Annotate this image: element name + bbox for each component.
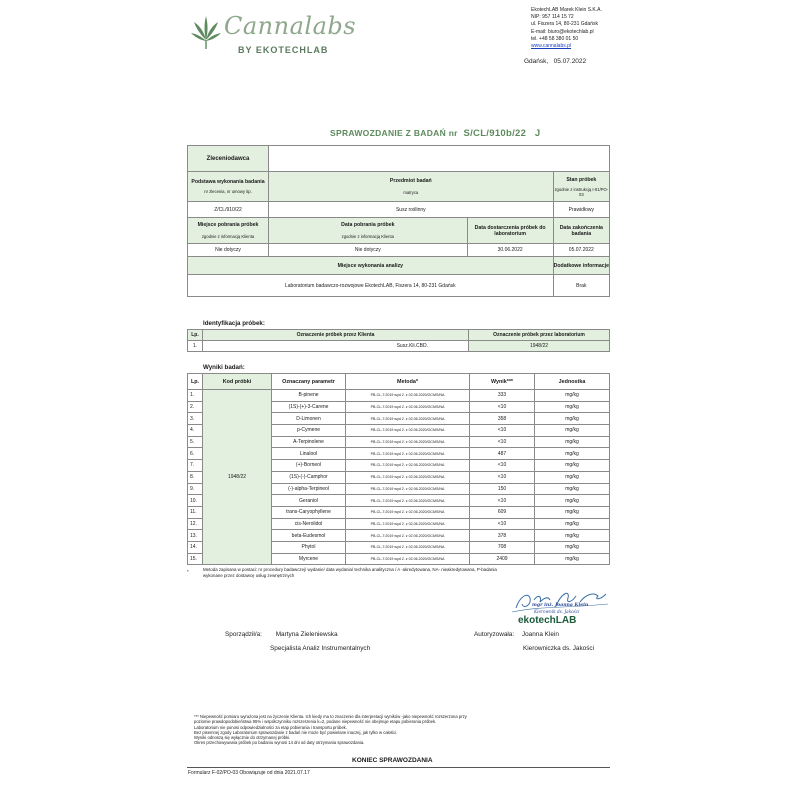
res-param: (-)-alpha-Terpineol	[272, 483, 346, 495]
res-method: PB-CL-7:2019 wyd 2. z 02.06.2020/GCMS/NA	[346, 518, 470, 530]
res-result: <10	[470, 401, 535, 413]
footer-notes	[194, 714, 594, 746]
stamp-title: Kierownik ds. Jakości	[534, 609, 580, 614]
res-lp: 6.	[188, 448, 203, 460]
info-table	[187, 145, 610, 297]
res-lp: 5.	[188, 436, 203, 448]
report-number: S/CL/910b/22	[463, 128, 527, 139]
authorized-role: Kierowniczka ds. Jakości	[523, 645, 595, 652]
res-result: <10	[470, 425, 535, 437]
id-lab: 1948/22	[469, 341, 610, 352]
res-param: (+)-Borneol	[272, 460, 346, 472]
id-client: Susz.Kli.CBD.	[203, 341, 469, 352]
analysis-place-value: Laboratorium badawczo-rozwojowe EkotechLAB, Fiszera 14, 80-231 Gdańsk	[188, 275, 554, 297]
res-lp: 4.	[188, 425, 203, 437]
res-lp: 15.	[188, 553, 203, 565]
website-link[interactable]: www.cannalabs.pl	[531, 43, 572, 50]
res-param: trans-Caryophyllene	[272, 506, 346, 518]
res-unit: mg/kg	[535, 471, 610, 483]
res-param: Phytol	[272, 541, 346, 553]
res-lp: 8.	[188, 471, 203, 483]
res-method: PB-CL-7:2019 wyd 2. z 02.06.2020/GCMS/NA	[346, 448, 470, 460]
cannabis-leaf-icon	[190, 14, 222, 50]
company-info	[531, 7, 681, 50]
res-unit: mg/kg	[535, 518, 610, 530]
delivery-date-value: 30.06.2022	[467, 244, 553, 257]
form-code: Formularz F-02/PO-03 Obowiązuje od dnia 2021.07.17	[188, 770, 310, 776]
res-unit: mg/kg	[535, 401, 610, 413]
logo-subtitle: BY EKOTECHLAB	[238, 45, 329, 55]
stamp-name: mgr inż. Joanna Klein	[532, 603, 589, 608]
report-title	[330, 128, 540, 139]
res-method: PB-CL-7:2019 wyd 2. z 02.06.2020/GCMS/NA	[346, 541, 470, 553]
res-unit: mg/kg	[535, 506, 610, 518]
res-lp: 2.	[188, 401, 203, 413]
end-of-report: KONIEC SPRAWOZDANIA	[352, 757, 433, 764]
client-value	[269, 146, 610, 172]
identification-table	[187, 329, 610, 352]
res-unit: mg/kg	[535, 483, 610, 495]
res-lp: 1.	[188, 390, 203, 402]
res-unit: mg/kg	[535, 553, 610, 565]
res-unit: mg/kg	[535, 495, 610, 507]
delivery-date-header: Data dostarczenia próbek do laboratorium	[467, 218, 553, 244]
res-method: PB-CL-7:2019 wyd 2. z 02.06.2020/GCMS/NA	[346, 401, 470, 413]
ekotechlab-logo: ekotechLAB	[518, 615, 577, 626]
res-method: PB-CL-7:2019 wyd 2. z 02.06.2020/GCMS/NA	[346, 495, 470, 507]
res-unit: mg/kg	[535, 448, 610, 460]
additional-info-value: Brak	[553, 275, 609, 297]
res-lp: 3.	[188, 413, 203, 425]
table-row	[188, 341, 610, 352]
res-method: PB-CL-7:2019 wyd 2. z 02.06.2020/GCMS/NA	[346, 390, 470, 402]
res-lp: 14.	[188, 541, 203, 553]
res-result: <10	[470, 495, 535, 507]
res-result: 708	[470, 541, 535, 553]
footer-divider	[187, 767, 610, 768]
res-result: 487	[470, 448, 535, 460]
res-lp: 9.	[188, 483, 203, 495]
res-method: PB-CL-7:2019 wyd 2. z 02.06.2020/GCMS/NA	[346, 460, 470, 472]
company-line: E-mail: biuro@ekotechlab.pl	[531, 28, 594, 35]
prepared-label: Sporządził/a:	[225, 631, 262, 638]
sampling-date-value: Nie dotyczy	[269, 244, 468, 257]
res-unit: mg/kg	[535, 460, 610, 472]
table-row	[188, 390, 610, 402]
res-lp: 13.	[188, 530, 203, 542]
sample-state-value: Prawidłowy	[553, 202, 609, 218]
additional-info-header: Dodatkowe informacje	[553, 257, 609, 275]
res-lp: 7.	[188, 460, 203, 472]
res-col-result: Wynik***	[470, 374, 535, 390]
brand-logo	[190, 10, 357, 58]
footnote-line: wykonane przez dostawcę usług zewnętrznych	[203, 572, 295, 578]
res-result: <10	[470, 518, 535, 530]
client-label: Zleceniodawca	[188, 146, 269, 172]
id-col-lp: Lp.	[188, 330, 203, 341]
company-line: NIP: 957 114 15 72	[531, 14, 574, 21]
id-col-lab: Oznaczenie próbek przez laboratorium	[469, 330, 610, 341]
sample-state-header: Stan próbek zgodnie z instrukcją I-01/PO-03	[553, 172, 609, 202]
prepared-role: Specjalista Analiz Instrumentalnych	[270, 645, 371, 652]
sampling-place-header: Miejsce pobrania próbek zgodnie z informacją Klienta	[188, 218, 269, 244]
company-line: EkotechLAB Marek Klein S.K.A.	[531, 7, 602, 13]
id-lp: 1.	[188, 341, 203, 352]
signature-stamp	[508, 586, 618, 636]
res-method: PB-CL-7:2019 wyd 2. z 02.06.2020/GCMS/NA	[346, 436, 470, 448]
identification-title: Identyfikacja próbek:	[203, 320, 265, 327]
res-result: 609	[470, 506, 535, 518]
sampling-date-header: Data pobrania próbek zgodnie z informacją Klienta	[269, 218, 468, 244]
prepared-name: Martyna Zieleniewska	[275, 631, 338, 638]
company-line: ul. Fiszera 14, 80-231 Gdańsk	[531, 21, 598, 28]
authorized-label: Autoryzowała:	[474, 631, 515, 638]
res-method: PB-CL-7:2019 wyd 2. z 02.06.2020/GCMS/NA	[346, 506, 470, 518]
footer-note: Laboratorium nie ponosi odpowiedzialności za etap pobierania i transportu próbek.	[194, 724, 347, 730]
order-number: Z/CL/910/22	[188, 202, 269, 218]
res-param: beta-Eudesmol	[272, 530, 346, 542]
res-result: 378	[470, 530, 535, 542]
footnote-line: Metoda zapisana w postaci: nr procedury badawczej/ wydanie/ data wydania/ technika analityczna / A -akredytowana, NA- nieakredytowana, P-badania	[203, 567, 497, 572]
res-lp: 12.	[188, 518, 203, 530]
results-title: Wyniki badań:	[203, 364, 245, 371]
res-method: PB-CL-7:2019 wyd 2. z 02.06.2020/GCMS/NA	[346, 425, 470, 437]
res-unit: mg/kg	[535, 530, 610, 542]
footer-note: Bez pisemnej zgody Laboratorium sprawozdanie z badań nie może być powielane inaczej, jak tylko w całości.	[194, 729, 398, 735]
basis-header: Podstawa wykonania badania nr zlecenia, nr umowy itp.	[188, 172, 269, 202]
matrix-value: Susz roślinny	[269, 202, 554, 218]
res-unit: mg/kg	[535, 436, 610, 448]
res-method: PB-CL-7:2019 wyd 2. z 02.06.2020/GCMS/NA	[346, 553, 470, 565]
sample-code: 1948/22	[203, 390, 272, 565]
res-lp: 11.	[188, 506, 203, 518]
res-col-code: Kod próbki	[203, 374, 272, 390]
res-unit: mg/kg	[535, 541, 610, 553]
report-title-suffix: J	[534, 128, 541, 139]
res-method: PB-CL-7:2019 wyd 2. z 02.06.2020/GCMS/NA	[346, 471, 470, 483]
res-result: 150	[470, 483, 535, 495]
authorized-name: Joanna Klein	[521, 631, 559, 638]
res-param: (1S)-(+)-3-Carene	[272, 401, 346, 413]
res-col-unit: Jednostka	[535, 374, 610, 390]
res-param: cis-Nerolidol	[272, 518, 346, 530]
report-title-prefix: SPRAWOZDANIE Z BADAŃ nr	[330, 128, 458, 138]
subject-header: Przedmiot badań matryca	[269, 172, 554, 202]
city-date: Gdańsk, 05.07.2022	[524, 58, 587, 65]
analysis-place-header: Miejsce wykonania analizy	[188, 257, 554, 275]
res-param: Geraniol	[272, 495, 346, 507]
sampling-place-value: Nie dotyczy	[188, 244, 269, 257]
res-col-lp: Lp.	[188, 374, 203, 390]
res-method: PB-CL-7:2019 wyd 2. z 02.06.2020/GCMS/NA	[346, 413, 470, 425]
logo-wordmark: Cannalabs	[224, 12, 357, 40]
res-col-method: Metoda*	[346, 374, 470, 390]
res-method: PB-CL-7:2019 wyd 2. z 02.06.2020/GCMS/NA	[346, 530, 470, 542]
footer-note: poziomie prawdopodobieństwa 95% i współczynniku rozszerzenia k=2, podane niepewność nie obejmuje etapu pobierania próbek.	[194, 719, 437, 725]
end-date-value: 05.07.2022	[553, 244, 609, 257]
res-param: B-pinene	[272, 390, 346, 402]
res-result: 333	[470, 390, 535, 402]
res-param: Myrcene	[272, 553, 346, 565]
res-result: 358	[470, 413, 535, 425]
res-lp: 10.	[188, 495, 203, 507]
res-result: <10	[470, 436, 535, 448]
results-table	[187, 373, 610, 565]
res-param: A-Terpinolene	[272, 436, 346, 448]
res-unit: mg/kg	[535, 390, 610, 402]
method-footnote	[187, 567, 647, 578]
res-param: (1S)-(-)-Camphor	[272, 471, 346, 483]
res-result: 2409	[470, 553, 535, 565]
prepared-by	[225, 631, 425, 638]
footnote-star: *	[187, 569, 189, 574]
company-line: tel. +48 58 380 01 50	[531, 35, 579, 42]
footer-note: Okres przechowywania próbek po badaniu wynosi 14 dni od daty otrzymania sprawozdania.	[194, 740, 365, 746]
res-unit: mg/kg	[535, 425, 610, 437]
res-result: <10	[470, 471, 535, 483]
footer-note: Wyniki odnoszą się wyłącznie do otrzymanej próbki.	[194, 735, 291, 741]
res-unit: mg/kg	[535, 413, 610, 425]
id-col-client: Oznaczenie próbek przez Klienta	[203, 330, 469, 341]
res-param: p-Cymene	[272, 425, 346, 437]
res-result: <10	[470, 460, 535, 472]
res-param: D-Limonen	[272, 413, 346, 425]
res-param: Linalool	[272, 448, 346, 460]
res-col-param: Oznaczany parametr	[272, 374, 346, 390]
authorized-by	[474, 631, 674, 638]
end-date-header: Data zakończenia badania	[553, 218, 609, 244]
res-method: PB-CL-7:2019 wyd 2. z 02.06.2020/GCMS/NA	[346, 483, 470, 495]
footer-note: *** Niepewność pomiaru wyrażona jest na życzenie Klienta. Ich kiedy ma to znaczenie dla interpretacji wyników -jako niepewność rozszerzona przy	[194, 714, 467, 719]
